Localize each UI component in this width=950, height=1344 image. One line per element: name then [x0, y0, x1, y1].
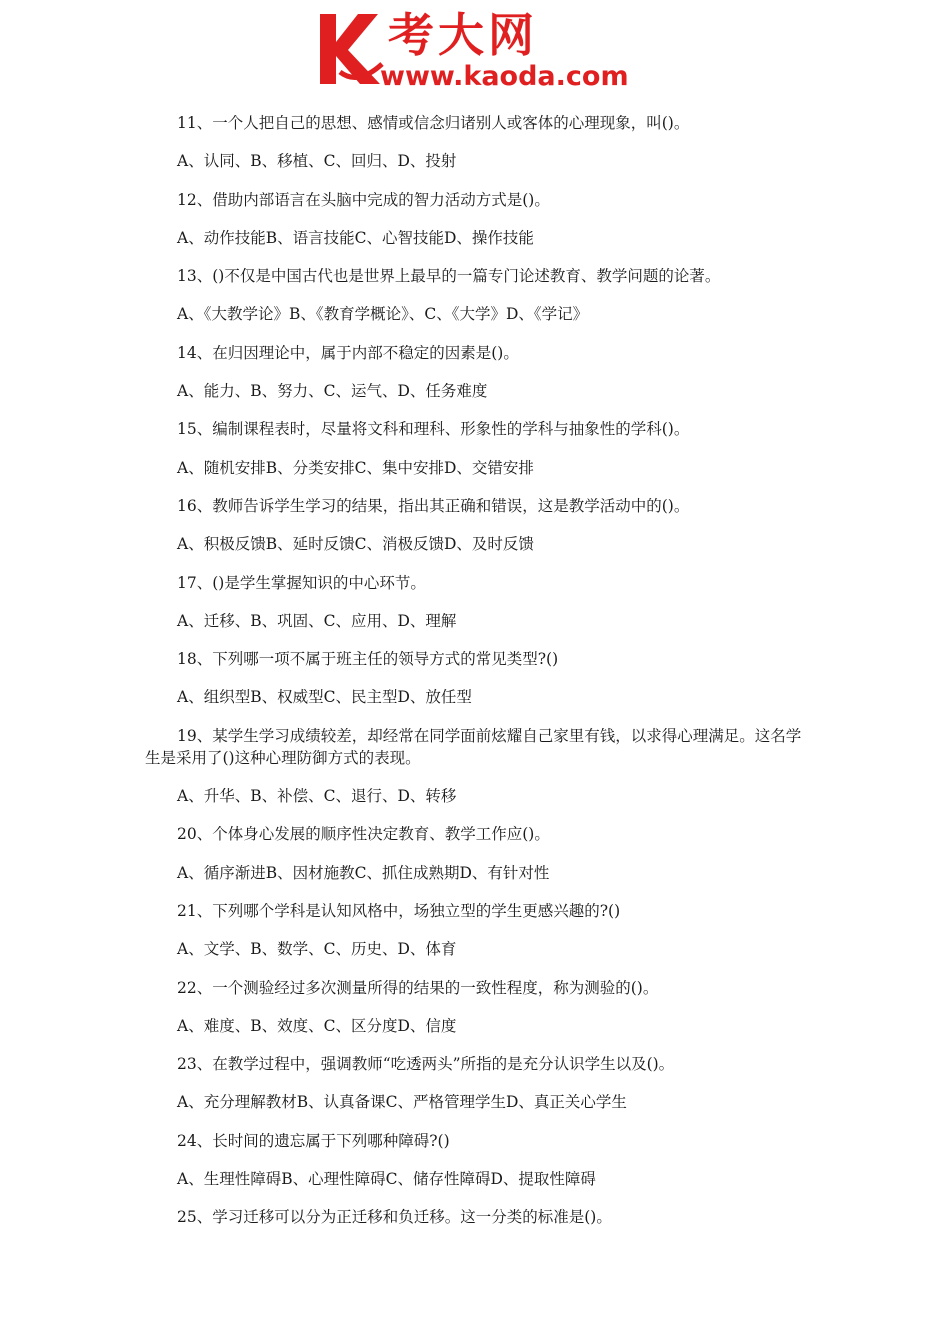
- question-23: 23、在教学过程中，强调教师“吃透两头”所指的是充分认识学生以及()。: [177, 1055, 675, 1074]
- options-20: A、循序渐进B、因材施教C、抓住成熟期D、有针对性: [177, 863, 550, 882]
- question-15: 15、编制课程表时，尽量将文科和理科、形象性的学科与抽象性的学科()。: [177, 420, 690, 439]
- options-13: A、《大教学论》B、《教育学概论》、C、《大学》D、《学记》: [177, 305, 589, 324]
- question-25: 25、学习迁移可以分为正迁移和负迁移。这一分类的标准是()。: [177, 1208, 612, 1227]
- question-24: 24、长时间的遗忘属于下列哪种障碍?(): [177, 1131, 450, 1150]
- question-11: 11、一个人把自己的思想、感情或信念归诸别人或客体的心理现象，叫()。: [177, 114, 690, 132]
- options-22: A、难度、B、效度、C、区分度D、信度: [177, 1016, 457, 1035]
- question-21: 21、下列哪个学科是认知风格中，场独立型的学生更感兴趣的?(): [177, 901, 621, 920]
- options-14: A、能力、B、努力、C、运气、D、任务难度: [177, 382, 488, 401]
- options-17: A、迁移、B、巩固、C、应用、D、理解: [177, 611, 457, 630]
- question-22: 22、一个测验经过多次测量所得的结果的一致性程度，称为测验的()。: [177, 978, 659, 997]
- logo-title: 考大网: [388, 8, 538, 62]
- question-list: [145, 112, 810, 1228]
- options-19: A、升华、B、补偿、C、退行、D、转移: [177, 787, 457, 806]
- logo-url: www.kaoda.com: [380, 61, 629, 92]
- question-18: 18、下列哪一项不属于班主任的领导方式的常见类型?(): [177, 650, 559, 669]
- kaoda-logo: [318, 8, 640, 90]
- question-14: 14、在归因理论中，属于内部不稳定的因素是()。: [177, 343, 519, 362]
- question-20: 20、个体身心发展的顺序性决定教育、教学工作应()。: [177, 825, 550, 844]
- options-15: A、随机安排B、分类安排C、集中安排D、交错安排: [177, 458, 534, 477]
- question-13: 13、()不仅是中国古代也是世界上最早的一篇专门论述教育、教学问题的论著。: [177, 267, 721, 286]
- options-16: A、积极反馈B、延时反馈C、消极反馈D、及时反馈: [177, 535, 534, 554]
- options-23: A、充分理解教材B、认真备课C、严格管理学生D、真正关心学生: [177, 1093, 627, 1112]
- k-letter-logo-icon: [318, 12, 384, 86]
- options-21: A、文学、B、数学、C、历史、D、体育: [177, 940, 457, 959]
- question-17: 17、()是学生掌握知识的中心环节。: [177, 573, 426, 592]
- question-16: 16、教师告诉学生学习的结果，指出其正确和错误，这是教学活动中的()。: [177, 496, 690, 515]
- question-12: 12、借助内部语言在头脑中完成的智力活动方式是()。: [177, 190, 550, 209]
- options-11: A、认同、B、移植、C、回归、D、投射: [177, 152, 457, 171]
- options-18: A、组织型B、权威型C、民主型D、放任型: [177, 688, 472, 707]
- options-12: A、动作技能B、语言技能C、心智技能D、操作技能: [177, 228, 534, 247]
- options-24: A、生理性障碍B、心理性障碍C、储存性障碍D、提取性障碍: [177, 1170, 596, 1189]
- question-19: 19、某学生学习成绩较差，却经常在同学面前炫耀自己家里有钱，以求得心理满足。这名学生是采用了()这种心理防御方式的表现。: [145, 726, 802, 767]
